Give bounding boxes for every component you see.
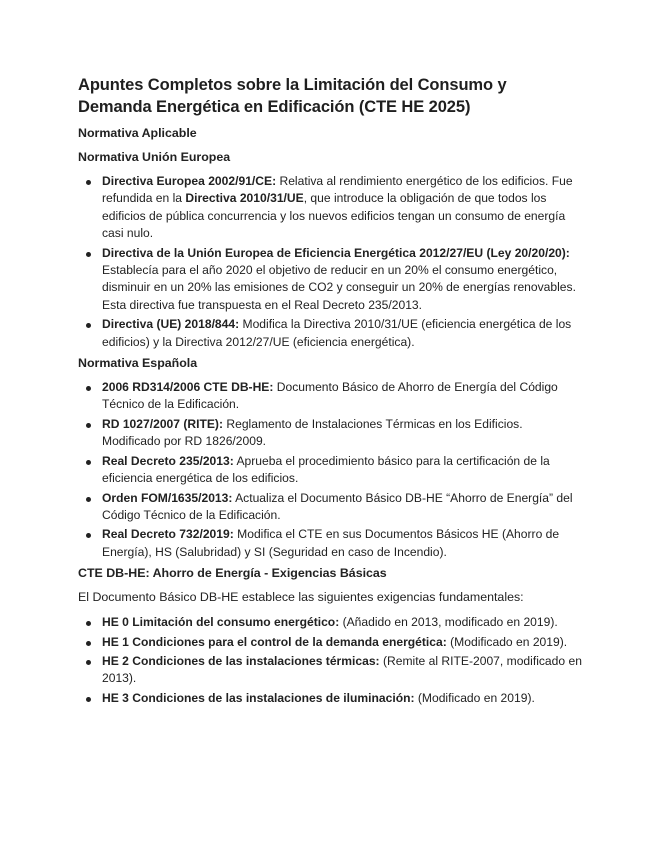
item-text: Actualiza el Documento Básico DB-HE “Ahorro de Energía” del Código Técnico de la Edificación. xyxy=(102,490,573,522)
bullet-list xyxy=(78,173,583,351)
item-text: (Añadido en 2013, modificado en 2019). xyxy=(339,615,558,630)
bullet-icon xyxy=(86,460,91,465)
bullet-icon xyxy=(86,533,91,538)
section-heading: Normativa Española xyxy=(78,356,198,371)
list-item xyxy=(78,634,583,651)
item-term: Real Decreto 235/2013: xyxy=(102,453,234,468)
item-term: Directiva 2010/31/UE xyxy=(185,191,304,206)
section-intro: El Documento Básico DB-HE establece las siguientes exigencias fundamentales: xyxy=(78,590,524,605)
document-title: Apuntes Completos sobre la Limitación del Consumo y Demanda Energética en Edificación (CTE HE 2025) xyxy=(78,76,507,116)
section-heading: Normativa Unión Europea xyxy=(78,150,231,164)
item-term: Directiva Europea 2002/91/CE: xyxy=(102,174,277,188)
list-item xyxy=(78,526,583,561)
item-text: Relativa al rendimiento energético de los edificios. Fue refundida en la xyxy=(102,174,573,206)
item-text: Documento Básico de Ahorro de Energía del Código Técnico de la Edificación. xyxy=(102,380,558,412)
item-term: Directiva de la Unión Europea de Eficiencia Energética 2012/27/EU (Ley 20/20/20): xyxy=(102,245,570,260)
item-text: Establecía para el año 2020 el objetivo de reducir en un 20% el consumo energético, disminuir en un 20% las emisiones de CO2 y conseguir un 20% de energías renovables. Esta directiva fue transpuesta en el Real Decreto 235/2013. xyxy=(102,263,576,312)
bullet-icon xyxy=(86,621,91,626)
section-heading: Normativa Aplicable xyxy=(78,126,197,140)
item-text: Aprueba el procedimiento básico para la certificación de la eficiencia energética de los edificios. xyxy=(102,453,550,486)
bullet-list xyxy=(78,614,583,707)
bullet-icon xyxy=(86,641,91,646)
document-body xyxy=(78,125,583,707)
list-item xyxy=(78,453,583,488)
item-text: Reglamento de Instalaciones Térmicas en los Edificios. Modificado por RD 1826/2009. xyxy=(102,416,523,449)
item-term: HE 0 Limitación del consumo energético: xyxy=(102,615,340,630)
item-term: HE 1 Condiciones para el control de la demanda energética: xyxy=(102,634,447,649)
bullet-icon xyxy=(86,423,91,428)
bullet-icon xyxy=(86,180,91,185)
item-term: HE 2 Condiciones de las instalaciones térmicas: xyxy=(102,653,380,668)
item-term: RD 1027/2007 (RITE): xyxy=(102,416,223,431)
bullet-icon xyxy=(86,497,91,502)
item-text: (Remite al RITE-2007, modificado en 2013). xyxy=(102,653,582,686)
item-term: HE 3 Condiciones de las instalaciones de iluminación: xyxy=(102,690,415,705)
item-term: Orden FOM/1635/2013: xyxy=(102,490,233,505)
bullet-icon xyxy=(86,660,91,665)
list-item xyxy=(78,490,583,525)
bullet-icon xyxy=(86,697,91,702)
list-item xyxy=(78,316,583,351)
bullet-icon xyxy=(86,386,91,391)
list-item xyxy=(78,416,583,451)
item-text: (Modificado en 2019). xyxy=(446,634,568,649)
section-heading: CTE DB-HE: Ahorro de Energía - Exigencias Básicas xyxy=(78,566,387,581)
bullet-icon xyxy=(86,323,91,328)
list-item xyxy=(78,690,583,707)
bullet-list xyxy=(78,379,583,561)
item-text: , que introduce la obligación de que todos los edificios de pública concurrencia y los nuevos edificios tengan un consumo de energía casi nulo. xyxy=(102,191,566,241)
list-item xyxy=(78,614,583,631)
list-item xyxy=(78,379,583,414)
item-term: Real Decreto 732/2019: xyxy=(102,527,234,542)
list-item xyxy=(78,653,583,688)
item-text: Modifica el CTE en sus Documentos Básicos HE (Ahorro de Energía), HS (Salubridad) y SI (Seguridad en caso de Incendio). xyxy=(102,527,560,559)
bullet-icon xyxy=(86,252,91,257)
item-text: Modifica la Directiva 2010/31/UE (eficiencia energética de los edificios) y la Directiva 2012/27/UE (eficiencia energética). xyxy=(102,317,572,349)
list-item xyxy=(78,245,583,315)
list-item xyxy=(78,173,583,243)
item-term: Directiva (UE) 2018/844: xyxy=(102,317,240,332)
item-text: (Modificado en 2019). xyxy=(414,690,535,705)
item-term: 2006 RD314/2006 CTE DB-HE: xyxy=(102,380,274,395)
document-page xyxy=(78,74,583,711)
